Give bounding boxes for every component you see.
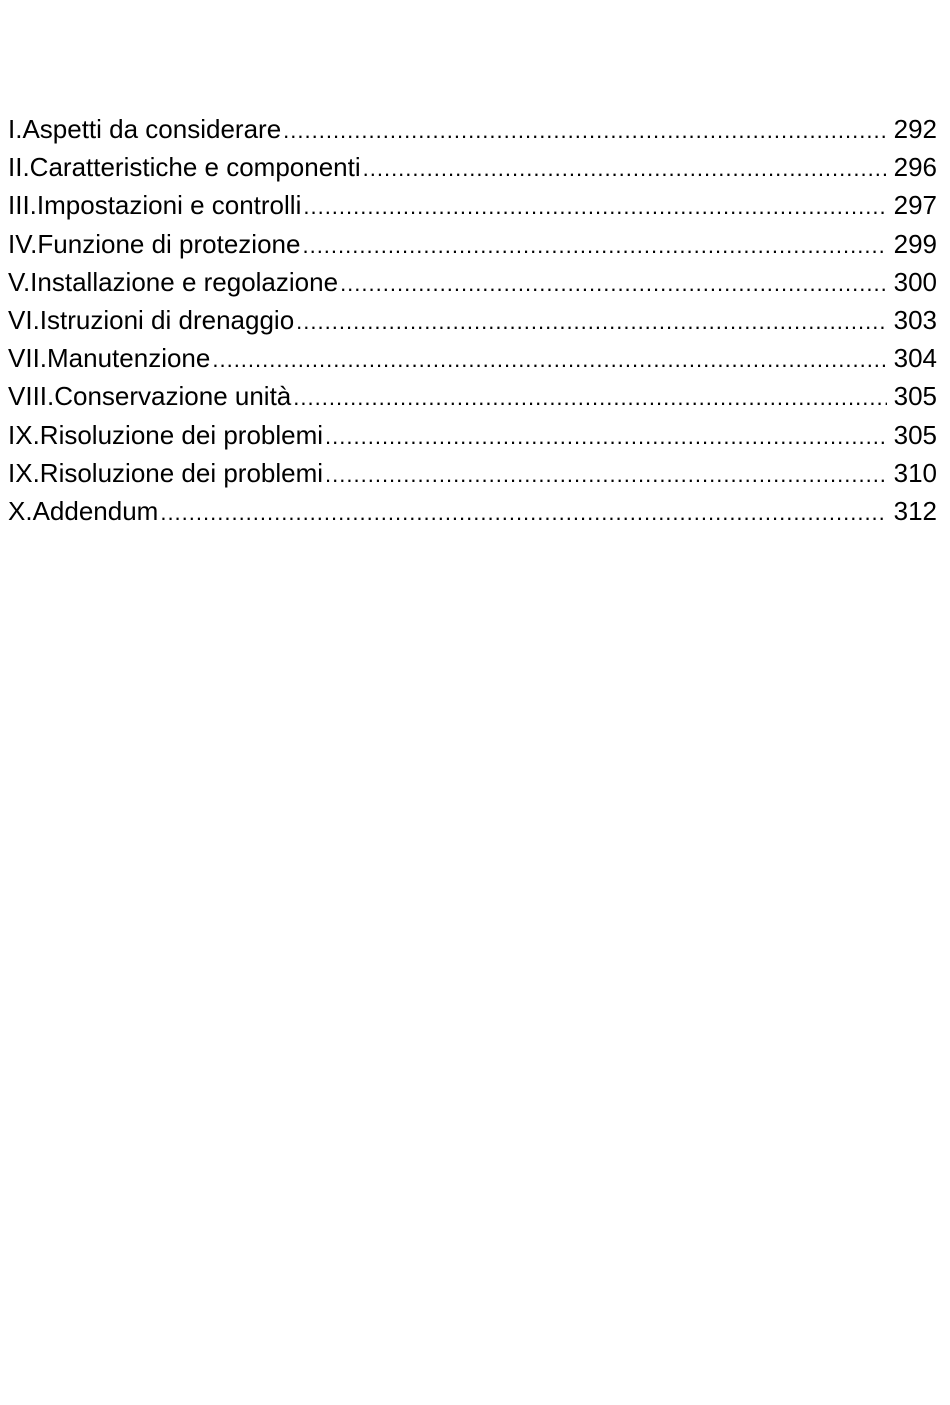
toc-entry[interactable] xyxy=(8,186,937,224)
toc-dot-leader xyxy=(293,379,887,415)
toc-entry-page: 299 xyxy=(893,228,937,259)
toc-entry-title: X.Addendum xyxy=(8,495,159,526)
toc-dot-leader xyxy=(325,418,887,454)
toc-entry-page: 297 xyxy=(893,190,937,221)
toc-dot-leader xyxy=(160,494,887,530)
toc-dot-leader xyxy=(302,227,887,263)
toc-entry[interactable] xyxy=(8,454,937,492)
toc-entry-title: I.Aspetti da considerare xyxy=(8,114,282,144)
toc-entry-title: IX.Risoluzione dei problemi xyxy=(8,457,324,488)
toc-entry-page: 300 xyxy=(893,266,937,297)
toc-dot-leader xyxy=(283,112,887,148)
toc-entry-page: 305 xyxy=(893,381,937,412)
toc-entry[interactable] xyxy=(8,263,937,301)
toc-dot-leader xyxy=(212,341,887,377)
toc-dot-leader xyxy=(303,188,887,224)
toc-entry-title: IV.Funzione di protezione xyxy=(8,228,301,259)
toc-entry-page: 305 xyxy=(893,419,937,450)
toc-entry-page: 312 xyxy=(893,495,937,526)
toc-entry-page: 303 xyxy=(893,304,937,335)
toc-entry-page: 304 xyxy=(893,343,937,374)
toc-entry[interactable] xyxy=(8,492,937,530)
toc-entry-page: 310 xyxy=(893,457,937,488)
toc-entry[interactable] xyxy=(8,301,937,339)
toc-dot-leader xyxy=(296,303,887,339)
toc-entry-title: VI.Istruzioni di drenaggio xyxy=(8,304,295,335)
toc-entry[interactable] xyxy=(8,225,937,263)
toc-dot-leader xyxy=(340,265,887,301)
toc-entry-title: V.Installazione e regolazione xyxy=(8,266,339,297)
table-of-contents xyxy=(8,110,937,530)
toc-dot-leader xyxy=(325,456,887,492)
toc-entry[interactable] xyxy=(8,148,937,186)
toc-entry-title: VII.Manutenzione xyxy=(8,343,211,374)
toc-entry-title: VIII.Conservazione unità xyxy=(8,381,292,412)
toc-entry-page: 292 xyxy=(893,114,937,144)
toc-entry-title: II.Caratteristiche e componenti xyxy=(8,152,361,183)
toc-entry[interactable] xyxy=(8,377,937,415)
toc-entry-title: IX.Risoluzione dei problemi xyxy=(8,419,324,450)
toc-entry[interactable] xyxy=(8,416,937,454)
toc-entry-page: 296 xyxy=(893,152,937,183)
toc-dot-leader xyxy=(363,150,887,186)
toc-entry[interactable] xyxy=(8,110,937,148)
toc-entry[interactable] xyxy=(8,339,937,377)
toc-entry-title: III.Impostazioni e controlli xyxy=(8,190,302,221)
